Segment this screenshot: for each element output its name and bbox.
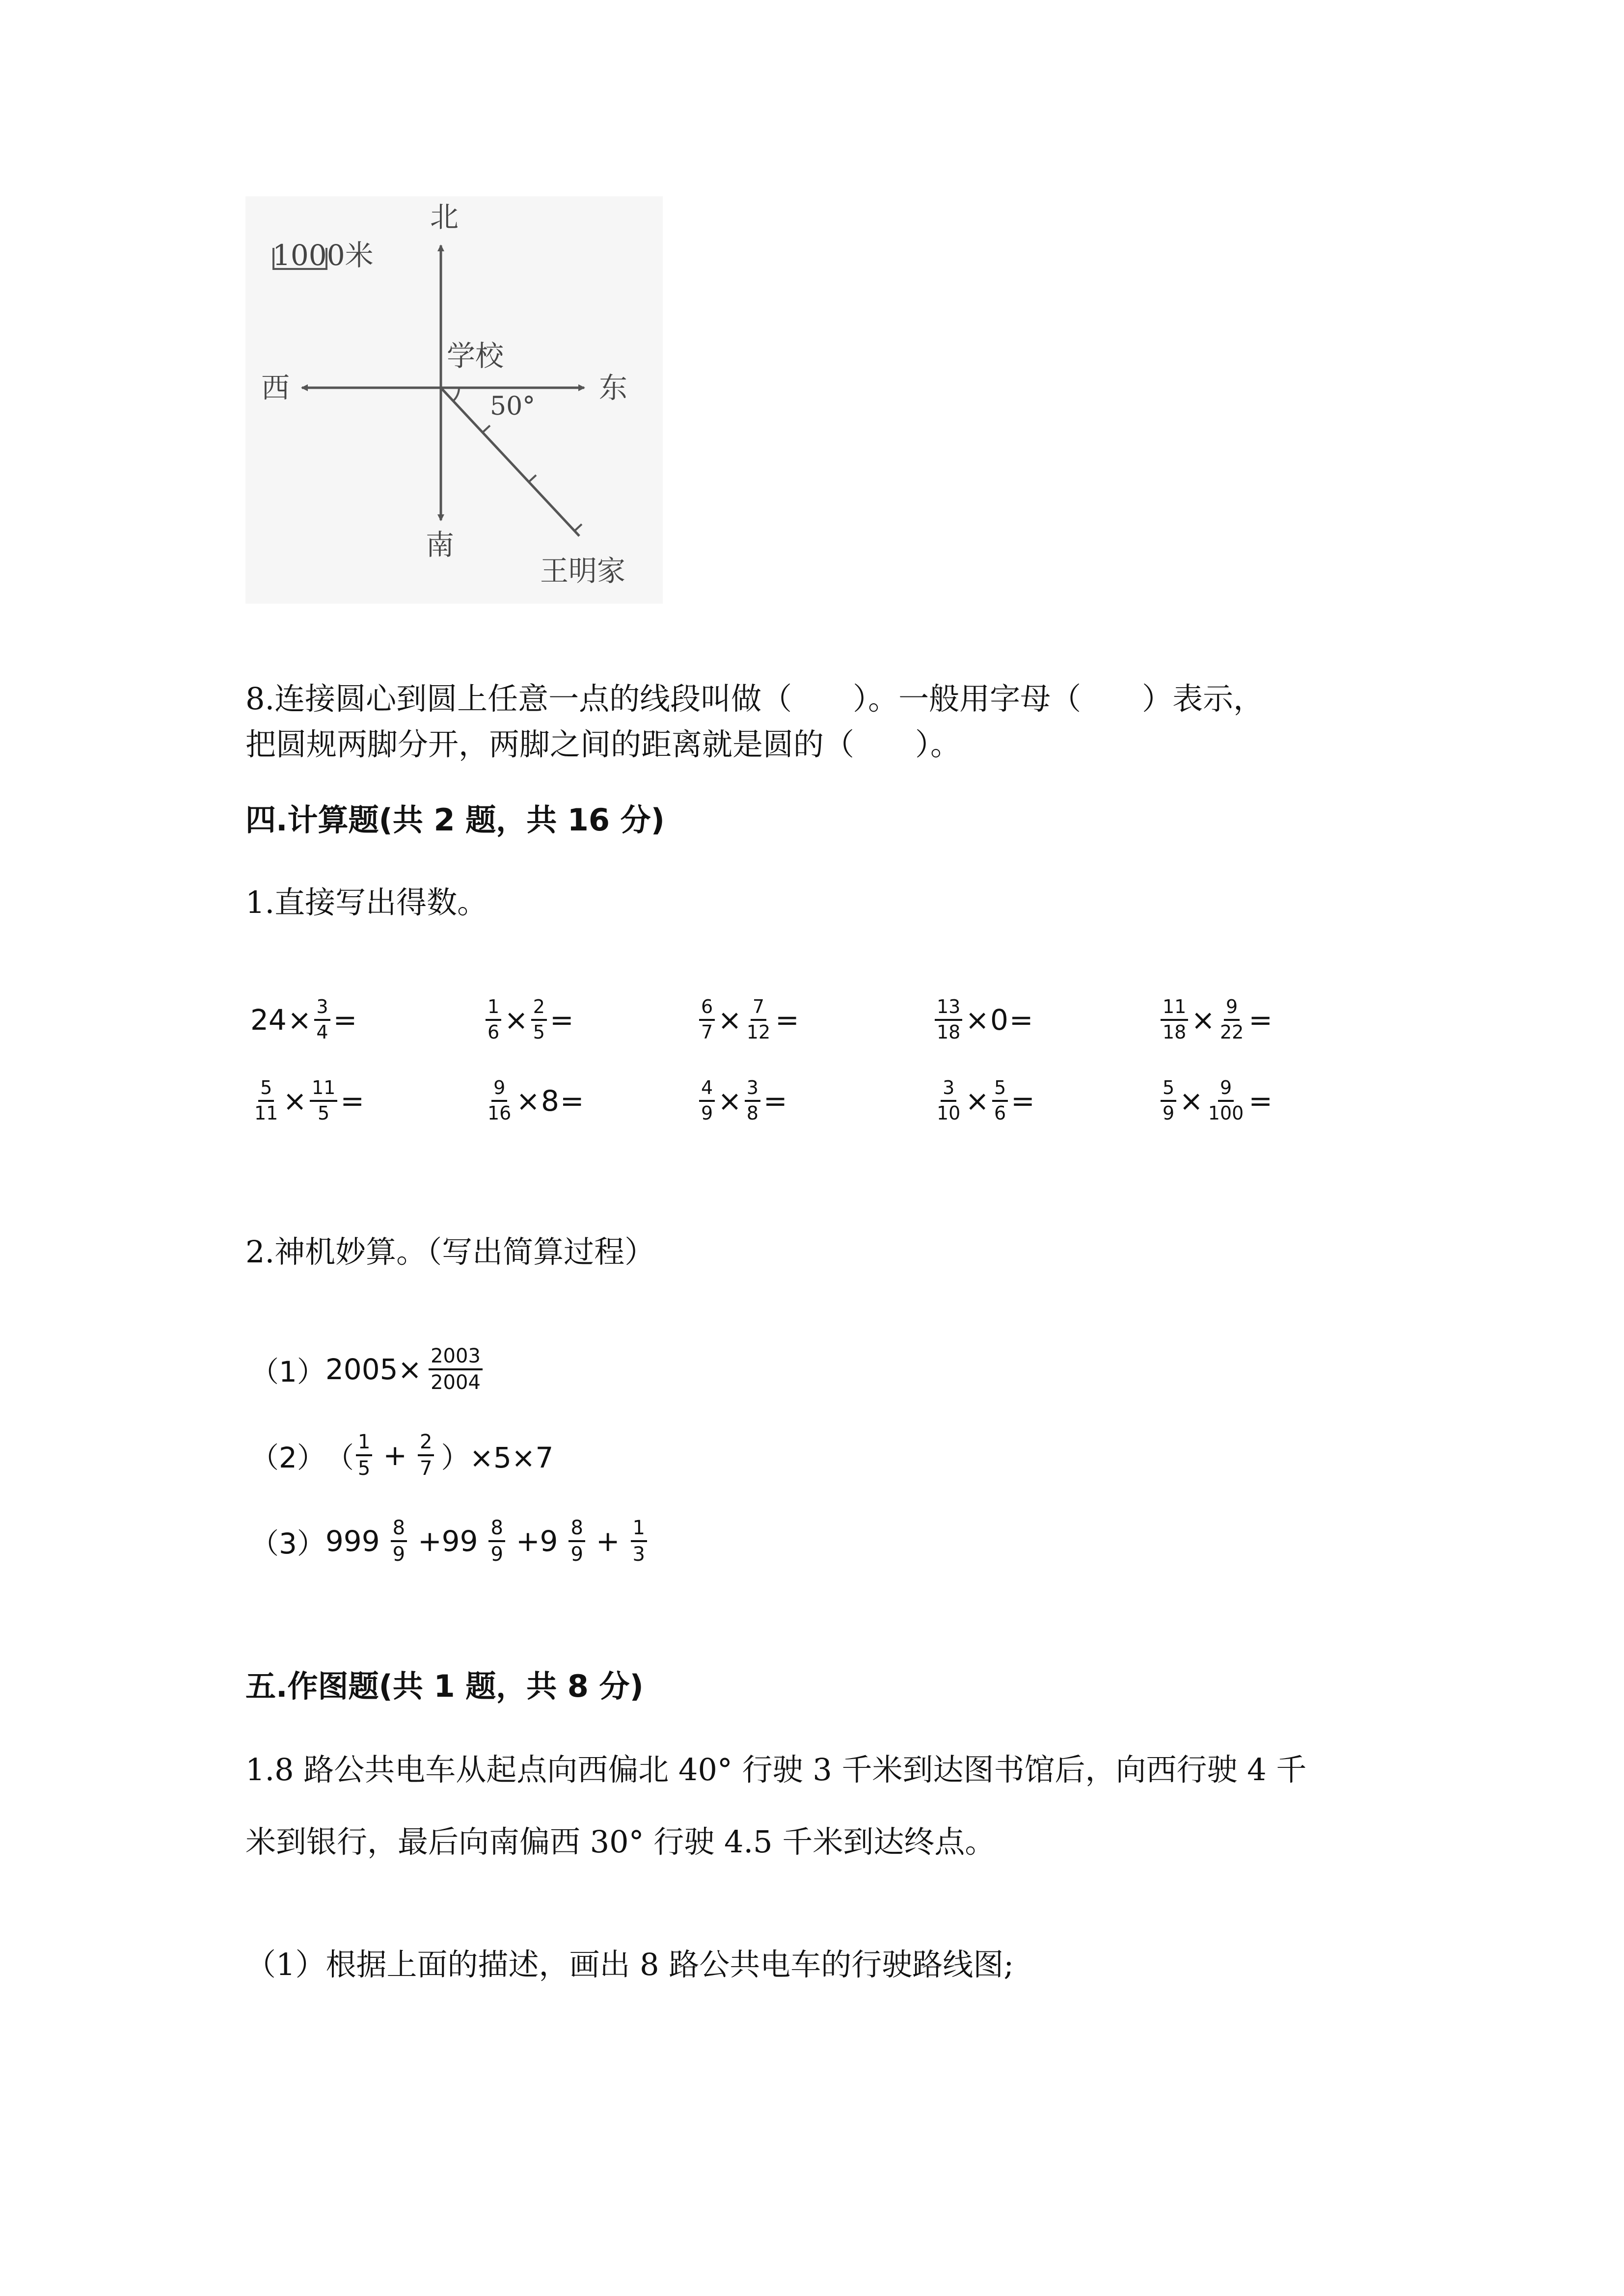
operand-a-fraction: $\frac{6}{7}$ [699,996,715,1043]
operand-b-number: 0 [990,1003,1008,1037]
south-label: 南 [426,528,455,561]
times-sign: × [516,1084,540,1118]
operand-b-fraction: $\frac{2}{5}$ [531,996,547,1043]
operand-a-fraction: $\frac{13}{18}$ [935,996,962,1043]
calc-1-a: 2005× [325,1353,422,1386]
calc-2-close: ）×5×7 [441,1441,554,1474]
equals-sign: = [763,1084,787,1118]
equals-sign: = [1009,1003,1033,1037]
section5-heading: 五.作图题(共 1 题，共 8 分) [245,1668,644,1704]
oral-calc-item [1159,996,1273,1043]
equals-sign: = [1248,1003,1272,1037]
calc-2-frac-1: $\frac{1}{5}$ [356,1431,372,1480]
calc-2-frac-2: $\frac{2}{7}$ [418,1431,434,1480]
calc-3-frac-2: $\frac{8}{9}$ [488,1517,505,1566]
operand-a-fraction: $\frac{4}{9}$ [699,1077,715,1124]
operand-b-fraction: $\frac{5}{6}$ [992,1077,1008,1124]
calc-1-frac: $\frac{2003}{2004}$ [429,1345,483,1394]
calc-1 [250,1345,485,1394]
operand-b-fraction: $\frac{3}{8}$ [745,1077,760,1124]
operand-a-fraction: $\frac{11}{18}$ [1161,996,1188,1043]
oral-calc-item [484,1077,585,1124]
operand-b-fraction: $\frac{7}{12}$ [746,996,771,1043]
section4-heading: 四.计算题(共 2 题，共 16 分) [245,802,665,838]
oral-calc-item [250,996,358,1043]
section4-q2-prompt: 2.神机妙算。（写出简算过程） [245,1234,655,1270]
school-label: 学校 [447,339,504,373]
equals-sign: = [775,1003,799,1037]
operand-b-fraction: $\frac{9}{100}$ [1208,1077,1244,1124]
calc-3-frac-3: $\frac{8}{9}$ [568,1517,585,1566]
oral-calc-item [697,996,800,1043]
operand-a-number: 24 [250,1003,287,1037]
operand-a-fraction: $\frac{9}{16}$ [487,1077,512,1124]
oral-calc-item [697,1077,788,1124]
operand-a-fraction: $\frac{5}{9}$ [1161,1077,1176,1124]
calc-3-b: +99 [418,1524,478,1558]
calc-2-open: （ [325,1441,354,1474]
times-sign: × [718,1084,742,1118]
operand-a-fraction: $\frac{5}{11}$ [254,1077,278,1124]
scale-label: 1000米 [272,239,374,272]
q8-line1: 8.连接圆心到圆上任意一点的线段叫做（ ）。一般用字母（ ）表示， [245,681,1264,717]
operand-b-fraction: $\frac{11}{5}$ [310,1077,337,1124]
calc-3-plus: + [595,1524,620,1558]
calc-2-label: （2） [250,1441,325,1474]
calc-3 [250,1517,649,1566]
operand-a-fraction: $\frac{3}{10}$ [937,1077,961,1124]
equals-sign: = [340,1084,364,1118]
equals-sign: = [560,1084,584,1118]
oral-calc-item [933,1077,1036,1124]
destination-label: 王明家 [540,554,626,587]
times-sign: × [718,1003,742,1037]
angle-label: 50° [490,392,536,421]
times-sign: × [965,1084,989,1118]
equals-sign: = [1248,1084,1272,1118]
calc-3-frac-1: $\frac{8}{9}$ [391,1517,407,1566]
calc-3-c: +9 [515,1524,558,1558]
equals-sign: = [549,1003,574,1037]
times-sign: × [283,1084,307,1118]
operand-b-fraction: $\frac{9}{22}$ [1219,996,1244,1043]
operand-b-fraction: $\frac{3}{4}$ [314,996,330,1043]
section5-q1-line2: 米到银行，最后向南偏西 30° 行驶 4.5 千米到达终点。 [245,1824,996,1860]
equals-sign: = [1011,1084,1035,1118]
times-sign: × [287,1003,312,1037]
calc-1-label: （1） [250,1355,325,1388]
times-sign: × [1191,1003,1215,1037]
q8-line2: 把圆规两脚分开，两脚之间的距离就是圆的（ ）。 [245,726,961,762]
oral-calc-item [484,996,575,1043]
calc-2-plus: + [383,1439,407,1472]
section4-q1-prompt: 1.直接写出得数。 [245,884,488,920]
equals-sign: = [333,1003,357,1037]
direction-map [245,196,663,604]
operand-b-number: 8 [541,1084,559,1118]
oral-calc-item [250,1077,365,1124]
calc-2 [250,1431,553,1480]
oral-calc-item [1159,1077,1273,1124]
oral-calc-item [933,996,1034,1043]
calc-3-frac-4: $\frac{1}{3}$ [631,1517,647,1566]
operand-a-fraction: $\frac{1}{6}$ [486,996,501,1043]
times-sign: × [965,1003,989,1037]
section5-q1-sub1: （1）根据上面的描述，画出 8 路公共电车的行驶路线图; [245,1947,1014,1982]
calc-3-label: （3） [250,1527,325,1560]
times-sign: × [504,1003,528,1037]
calc-3-a: 999 [325,1524,380,1558]
north-label: 北 [430,200,459,234]
times-sign: × [1179,1084,1203,1118]
section5-q1-line1: 1.8 路公共电车从起点向西偏北 40° 行驶 3 千米到达图书馆后，向西行驶 4 千 [245,1752,1307,1788]
west-label: 西 [261,371,290,404]
east-label: 东 [599,371,628,404]
